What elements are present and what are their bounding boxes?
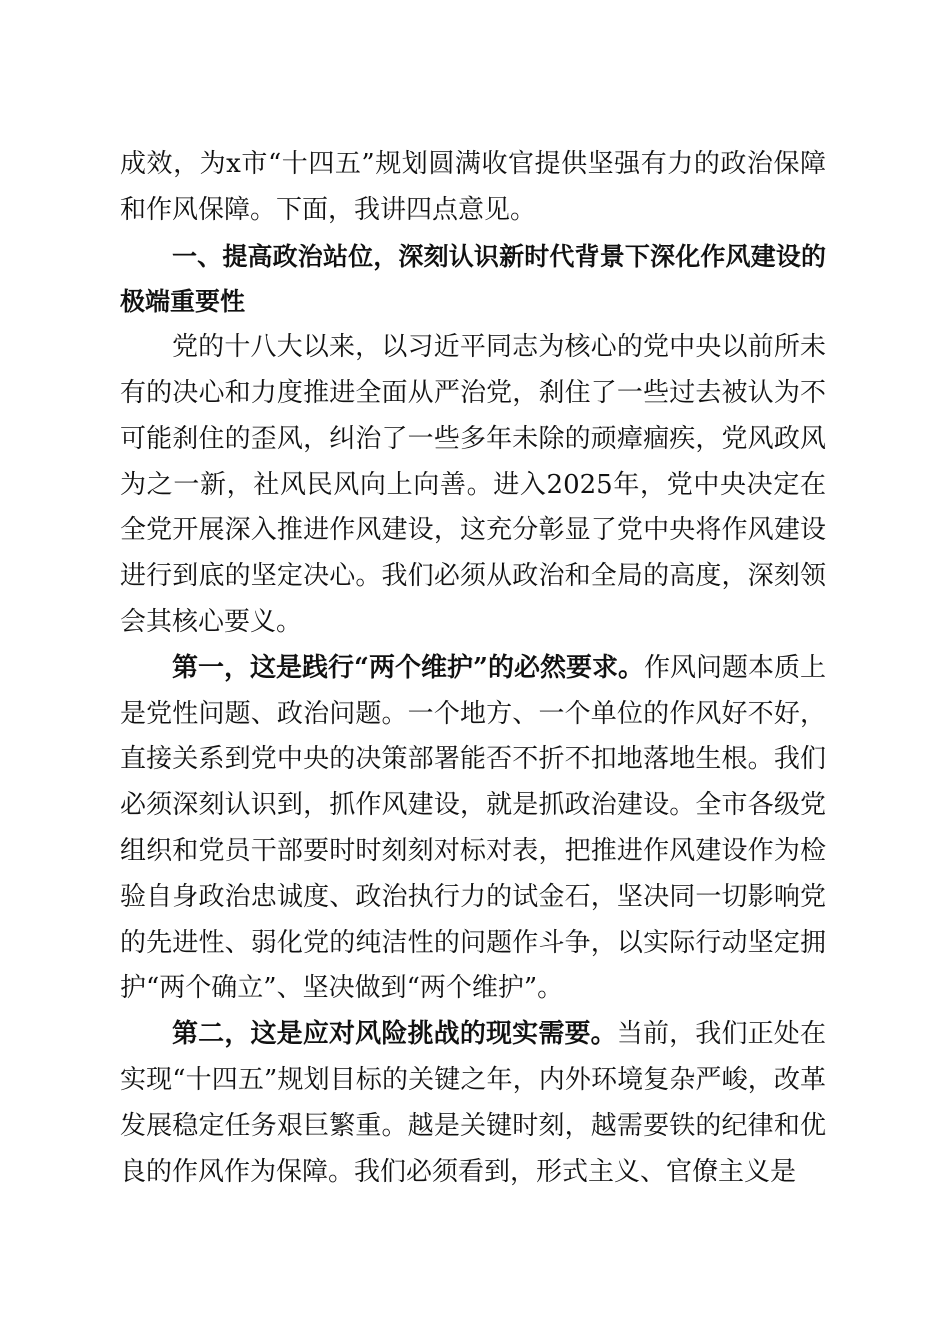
point-text-second: 当前，我们正处在实现“十四五”规划目标的关键之年，内外环境复杂严峻，改革发展稳定任务艰巨繁重。越是关键时刻，越需要铁的纪律和优良的作风作为保障。我们必须看到，形式主义、官僚主义是 bbox=[120, 1019, 826, 1187]
point-lead-second: 第二，这是应对风险挑战的现实需要。 bbox=[172, 1019, 617, 1050]
point-text-first: 作风问题本质上是党性问题、政治问题。一个地方、一个单位的作风好不好，直接关系到党中央的决策部署能否不折不扣地落地生根。我们必须深刻认识到，抓作风建设，就是抓政治建设。全市各级党组织和党员干部要时时刻刻对标对表，把推进作风建设作为检验自身政治忠诚度、政治执行力的试金石，坚决同一切影响党的先进性、弱化党的纯洁性的问题作斗争，以实际行动坚定拥护“两个确立”、坚决做到“两个维护”。 bbox=[120, 652, 826, 1004]
body-paragraph: 党的十八大以来，以习近平同志为核心的党中央以前所未有的决心和力度推进全面从严治党，刹住了一些过去被认为不可能刹住的歪风，纠治了一些多年未除的顽瘴痼疾，党风政风为之一新，社风民风向上向善。进入2025年，党中央决定在全党开展深入推进作风建设，这充分彰显了党中央将作风建设进行到底的坚定决心。我们必须从政治和全局的高度，深刻领会其核心要义。 bbox=[120, 332, 826, 637]
section-heading: 一、提高政治站位，深刻认识新时代背景下深化作风建设的极端重要性 bbox=[120, 241, 826, 317]
continuation-paragraph: 成效，为x市“十四五”规划圆满收官提供坚强有力的政治保障和作风保障。下面，我讲四点意见。 bbox=[120, 149, 826, 225]
point-lead-first: 第一，这是践行“两个维护”的必然要求。 bbox=[172, 652, 644, 683]
point-paragraph-first bbox=[120, 646, 826, 1012]
point-paragraph-second bbox=[120, 1012, 826, 1195]
document-body bbox=[120, 142, 826, 1195]
